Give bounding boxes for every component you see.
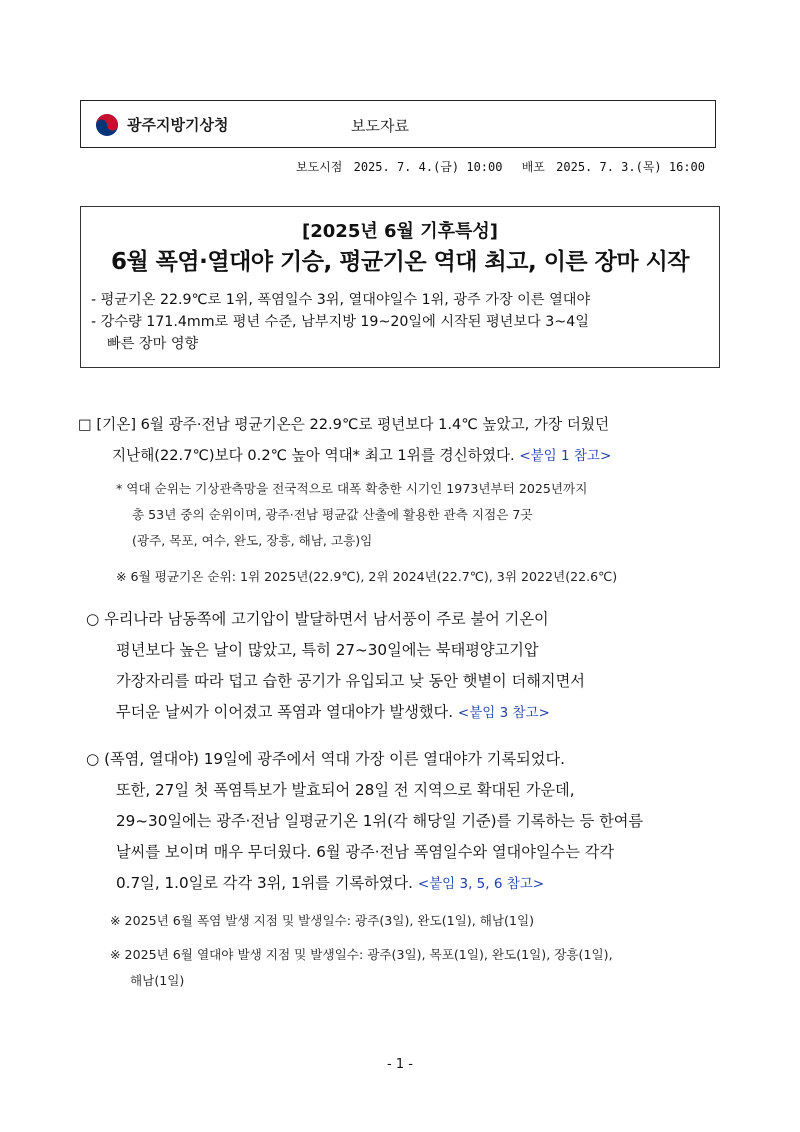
page-number: - 1 -: [387, 1057, 413, 1072]
reference-link-attachment-3[interactable]: <붙임 3 참고>: [457, 705, 550, 721]
paragraph-temperature-text: 지난해(22.7℃)보다 0.2℃ 높아 역대* 최고 1위를 경신하였다.: [112, 447, 515, 464]
note-heatwave-sites: ※ 2025년 6월 폭염 발생 지점 및 발생일수: 광주(3일), 완도(1일), 해남(1일): [110, 913, 535, 928]
document-type: 보도자료: [351, 117, 409, 135]
paragraph-weather-line-1: ○ 우리나라 남동쪽에 고기압이 발달하면서 남서풍이 주로 불어 기온이: [86, 610, 549, 628]
footnote-line-3: (광주, 목포, 여수, 완도, 장흥, 해남, 고흥)임: [132, 533, 373, 548]
paragraph-temperature-line-2: [112, 444, 611, 465]
title-box: [80, 206, 720, 368]
agency-name: 광주지방기상청: [127, 116, 229, 134]
government-taegeuk-logo-icon: [95, 113, 119, 137]
title-subtitle: [2025년 6월 기후특성]: [302, 221, 498, 242]
paragraph-weather-text: 무더운 날씨가 이어졌고 폭염과 열대야가 발생했다.: [116, 703, 454, 721]
paragraph-heatwave-line-1: ○ (폭염, 열대야) 19일에 광주에서 역대 가장 이른 열대야가 기록되었다.: [86, 750, 565, 768]
release-dates: [296, 158, 709, 175]
paragraph-heatwave-text: 0.7일, 1.0일로 각각 3위, 1위를 기록하였다.: [116, 874, 413, 892]
paragraph-weather-line-2: 평년보다 높은 날이 많았고, 특히 27~30일에는 북태평양고기압: [116, 641, 539, 659]
footnote-line-2: 총 53년 중의 순위이며, 광주·전남 평균값 산출에 활용한 관측 지점은 7곳: [132, 507, 533, 522]
release-date: 2025. 7. 4.(금) 10:00: [353, 160, 503, 174]
summary-bullet-2: - 강수량 171.4mm로 평년 수준, 남부지방 19~20일에 시작된 평년보다 3~4일: [91, 314, 589, 330]
reference-link-attachment-3-5-6[interactable]: <붙임 3, 5, 6 참고>: [417, 876, 545, 892]
paragraph-heatwave-line-5: [116, 872, 544, 893]
reference-link-attachment-1[interactable]: <붙임 1 참고>: [519, 448, 612, 464]
paragraph-heatwave-line-2: 또한, 27일 첫 폭염특보가 발효되어 28일 전 지역으로 확대된 가운데,: [116, 781, 575, 799]
paragraph-heatwave-line-4: 날씨를 보이며 매우 무더웠다. 6월 광주·전남 폭염일수와 열대야일수는 각각: [116, 843, 615, 861]
distribution-label: 배포: [521, 160, 545, 174]
page-title: 6월 폭염·열대야 기승, 평균기온 역대 최고, 이른 장마 시작: [110, 249, 690, 275]
distribution-date: 2025. 7. 3.(목) 16:00: [556, 160, 706, 174]
paragraph-weather-line-4: [116, 701, 550, 722]
paragraph-temperature-line-1: □ [기온] 6월 광주·전남 평균기온은 22.9℃로 평년보다 1.4℃ 높았고, 가장 더웠던: [78, 416, 610, 433]
note-tropical-night-sites-line-1: ※ 2025년 6월 열대야 발생 지점 및 발생일수: 광주(3일), 목포(1일), 완도(1일), 장흥(1일),: [110, 947, 613, 962]
footnote-line-1: * 역대 순위는 기상관측망을 전국적으로 대폭 확충한 시기인 1973년부터 2025년까지: [116, 481, 588, 496]
summary-bullet-2-cont: 빠른 장마 영향: [107, 336, 199, 352]
paragraph-heatwave-line-3: 29~30일에는 광주·전남 일평균기온 1위(각 해당일 기준)를 기록하는 등 한여름: [116, 812, 644, 830]
note-temperature-ranking: ※ 6월 평균기온 순위: 1위 2025년(22.9℃), 2위 2024년(22.7℃), 3위 2022년(22.6℃): [116, 569, 618, 584]
paragraph-weather-line-3: 가장자리를 따라 덥고 습한 공기가 유입되고 낮 동안 햇볕이 더해지면서: [116, 672, 585, 690]
release-label: 보도시점: [296, 160, 343, 174]
header-box: [80, 100, 716, 148]
summary-bullet-1: - 평균기온 22.9℃로 1위, 폭염일수 3위, 열대야일수 1위, 광주 가장 이른 열대야: [91, 292, 591, 308]
note-tropical-night-sites-line-2: 해남(1일): [130, 973, 185, 988]
